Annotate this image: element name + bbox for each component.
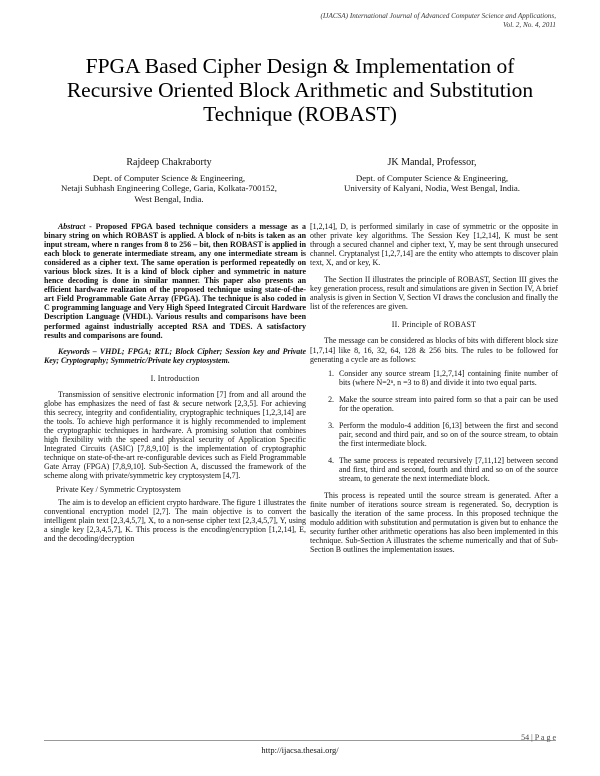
subsection-heading: Private Key / Symmetric Cryptosystem [56,485,181,495]
author-2-institution: University of Kalyani, Nodia, West Bengal, India. [343,183,520,193]
abstract-label: Abstract [58,222,86,231]
list-item: 2. Make the source stream into paired form so that a pair can be used for the operation. [336,395,558,413]
author-1 [44,158,294,204]
left-column [44,222,306,544]
section-1-paragraph-2: The aim is to develop an efficient crypto hardware. The figure 1 illustrates the conventional encryption model [2,7]. The main objective is to convert the intelligent plain text [2,3,4,5,7], X, to a non-sense cipher text [2,3,4,5,7], Y, using a single key [2,3,4,5,7], K. This process is the encoding/encryption [1,2,14], E, and the decoding/decryption [44,498,306,544]
section-2-paragraph-2: This process is repeated until the source stream is generated. After a finite number of iterations source stream is regenerated. So, decryption is basically the iteration of the same process. In this proposed technique the modulo addition with substitution and permutation is given but to enhance the security further other arithmetic operations has also been implemented in this technique. Sub-Section A illustrates the scheme numerically and that of Sub-Section B outlines the implementation issues. [310,491,559,555]
author-1-name: Rajdeep Chakraborty [126,157,212,168]
list-item: 4. The same process is repeated recursively [7,11,12] between second and first, third and second, fourth and third and so on of the source stream, to generate the next intermediate block. [336,456,558,483]
section-1-heading: I. Introduction [150,373,200,383]
page-number: 54 | P a g e [521,733,556,742]
journal-name: (IJACSA) International Journal of Advanced Computer Science and Applications, [320,12,556,20]
author-2 [306,158,558,194]
journal-header [196,12,556,30]
footer-url[interactable]: http://ijacsa.thesai.org/ [261,745,339,755]
journal-volume: Vol. 2, No. 4, 2011 [503,21,556,29]
title-line-2: Recursive Oriented Block Arithmetic and Substitution [66,78,534,102]
author-2-dept: Dept. of Computer Science & Engineering, [355,172,509,183]
right-paragraph-2: The Section II illustrates the principle of ROBAST, Section III gives the key generation process, result and simulations are given in Section IV, A brief analysis is given in Section V, Section VI draws the conclusion and finally the list of the references are given. [310,275,558,312]
author-1-location: West Bengal, India. [134,193,204,204]
rules-list [310,369,558,483]
right-paragraph-1: [1,2,14], D, is performed similarly in case of symmetric or the opposite in other private key algorithms. The Session Key [1,2,14], K must be sent through a secured channel and cipher text, Y, may be sent through unsecured channel. Cryptanalyst [1,2,7,14] are the entity who attempts to discover plain text, X, and or key, K. [310,222,558,268]
title-line-1: FPGA Based Cipher Design & Implementation of [85,54,515,78]
title-line-3: Technique (ROBAST) [203,102,397,126]
abstract-text: - Proposed FPGA based technique considers a message as a binary string on which ROBAST is applied. A block of n-bits is taken as an input stream, where n ranges from 8 to 256 – bit, then ROBAST is applied in each block to generate intermediate stream, any one intermediate stream is considered as a cipher text. The same operation is performed repeatedly on various block sizes. It is a kind of block cipher and symmetric in nature hence decoding is done in similar manner. This paper also presents an efficient hardware realization of the proposed technique using state-of-the-art Field Programmable Gate Array (FPGA). The technique is also coded in C programming language and Very High Speed Integrated Circuit Hardware Description Language (VHDL). Various results and comparisons have been performed against industrially accepted RSA and TDES. A satisfactory results and comparisons are found. [44,222,306,340]
footer-divider [44,740,556,741]
list-item: 3. Perform the modulo-4 addition [6,13] between the first and second pair, second and third pair, and so on of the source stream, to obtain the first intermediate block. [336,421,558,448]
section-2-heading: II. Principle of ROBAST [391,320,477,330]
paper-title [30,54,570,126]
author-1-dept: Dept. of Computer Science & Engineering, [92,172,246,183]
author-2-name: JK Mandal, Professor, [387,157,477,168]
right-column [310,222,558,554]
abstract [44,222,306,340]
keywords: Keywords – VHDL; FPGA; RTL; Block Cipher; Session key and Private Key; Cryptography; Symmetric/Private key cryptosystem. [44,346,306,365]
list-item: 1. Consider any source stream [1,2,7,14] containing finite number of bits (where N=2ⁿ, n =3 to 8) and divide it into two equal parts. [336,369,558,387]
author-1-institution: Netaji Subhash Engineering College, Garia, Kolkata-700152, [61,183,277,193]
section-1-paragraph-1: Transmission of sensitive electronic information [7] from and all around the globe has emphasizes the need of fast & secure network [2,3,5]. For achieving this secrecy, integrity and confidentiality, cryptographic techniques [1,2,3,14] are the tools. To achieve high performance it is highly recommended to implement the cryptographic techniques in hardware. A promising solution that combines high flexibility with the speed and physical security of Application Specific Integrated Circuits (ASIC) [7,8,9,10] is the implementation of cryptographic technique on state-of-the-art re-configurable devices such as Field Programmable Gate Array (FPGA) [7,8,9,10]. Sub-Section A, discussed the framework of the scheme along with private/symmetric key cryptosystem [4,7]. [44,389,306,481]
section-2-paragraph-1: The message can be considered as blocks of bits with different block size [1,7,14] like 8, 16, 32, 64, 128 & 256 bits. The rules to be followed for generating a cycle are as follows: [310,336,558,364]
